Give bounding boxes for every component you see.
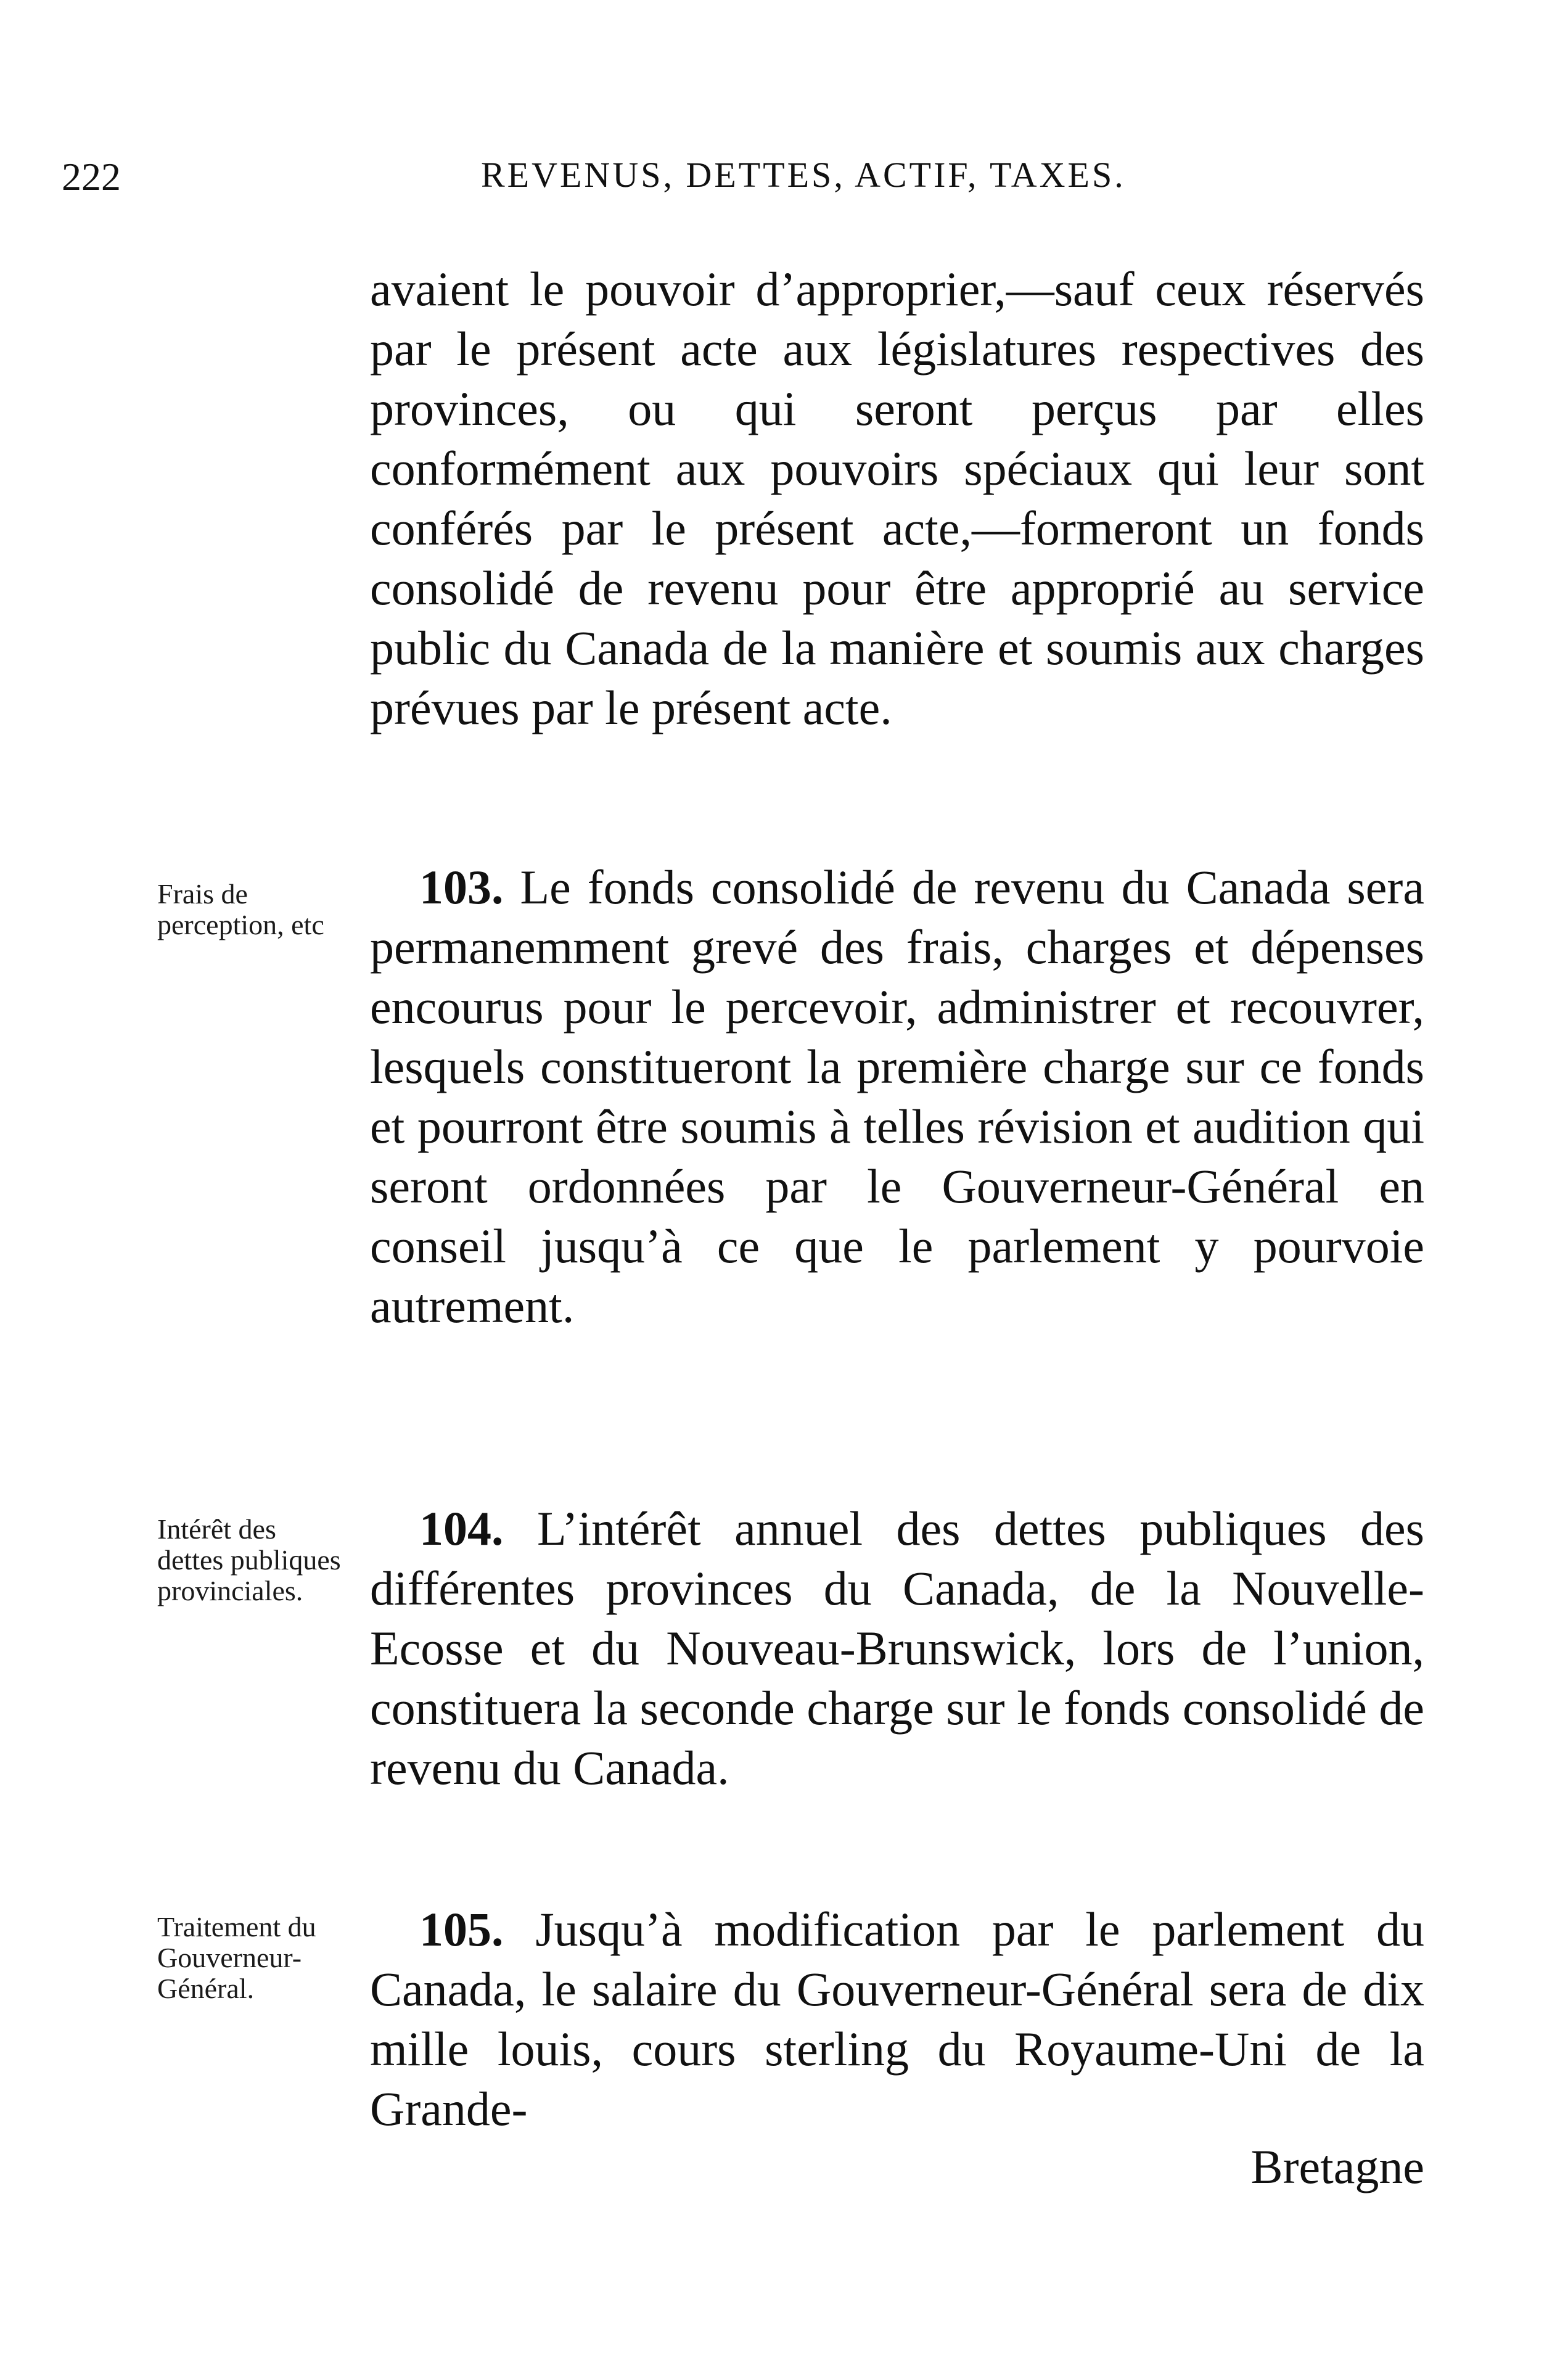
page-number: 222 (62, 155, 121, 199)
margin-note-104: Intérêt des dettes publiques provinciales. (157, 1513, 341, 1606)
page-header (62, 154, 1418, 203)
section-text: Jusqu’à modification par le parlement du Canada, le salaire du Gouverneur-Général sera de dix mille louis, cours sterling du Royaume-Uni de la Grande- (370, 1902, 1424, 2136)
section-104-paragraph (370, 1498, 1424, 1798)
section-number: 104. (419, 1502, 504, 1555)
section-103-paragraph (370, 857, 1424, 1336)
margin-note-103: Frais de perception, etc (157, 878, 324, 940)
section-number: 103. (419, 860, 504, 914)
section-105-paragraph (370, 1899, 1424, 2139)
section-number: 105. (419, 1902, 504, 1956)
running-title: REVENUS, DETTES, ACTIF, TAXES. (481, 155, 1126, 195)
intro-paragraph: avaient le pouvoir d’approprier,—sauf ceux réservés par le présent acte aux législatures respectives des provinces, ou qui seront perçus par elles conformément aux pouvoirs spéciaux qui leur sont conférés par le présent acte,—formeront un fonds consolidé de revenu pour être approprié au service public du Canada de la manière et soumis aux charges prévues par le présent acte. (370, 262, 1424, 734)
section-text: L’intérêt annuel des dettes publiques des différentes provinces du Canada, de la Nouvelle-Ecosse et du Nouveau-Brunswick, lors de l’union, constituera la seconde charge sur le fonds consolidé de revenu du Canada. (370, 1502, 1424, 1794)
margin-note-105: Traitement du Gouverneur-Général. (157, 1911, 316, 2004)
continuation-word: Bretagne (1250, 2140, 1424, 2193)
section-text: Le fonds consolidé de revenu du Canada sera permanemment grevé des frais, charges et dépenses encourus pour le percevoir, administrer et recouvrer, lesquels constitueront la première charge sur ce fonds et pourront être soumis à telles révision et audition qui seront ordonnées par le Gouverneur-Général en conseil jusqu’à ce que le parlement y pourvoie autrement. (370, 860, 1424, 1333)
